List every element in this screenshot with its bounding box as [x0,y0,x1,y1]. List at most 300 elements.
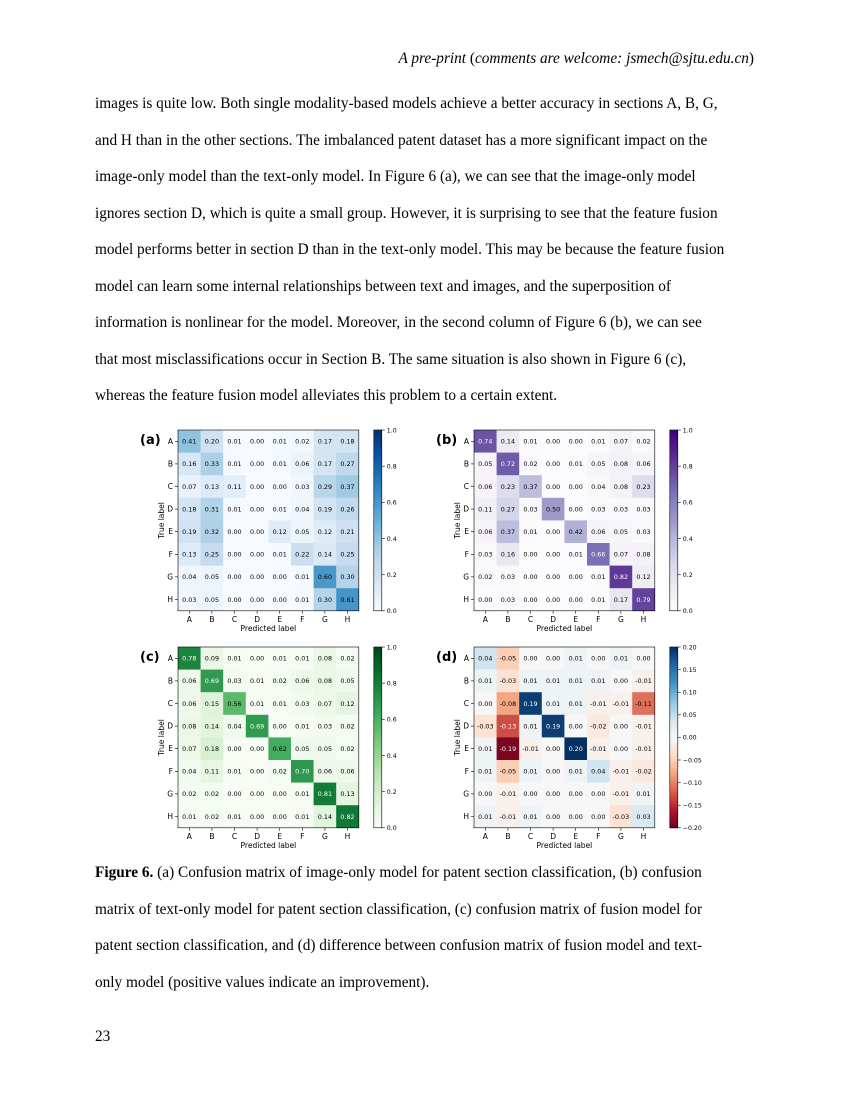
panel-b-x-tick-label: G [617,614,624,624]
panel-d-colorbar-segment [670,653,678,656]
paragraph-line: ignores section D, which is quite a small group. However, it is surprising to see that the feature fusion [95,204,718,222]
panel-d-colorbar-tick-label: 0.10 [682,689,697,697]
panel-b-colorbar-segment [670,472,678,475]
panel-c-cell-value: 0.01 [272,699,287,708]
panel-a-x-tick-label: A [186,614,192,624]
panel-c-colorbar-segment [374,743,382,746]
panel-c-cell-value: 0.14 [204,722,220,731]
panel-a-colorbar-segment [374,578,382,581]
panel-b-colorbar-tick-label: 0.2 [682,571,693,579]
panel-a-colorbar-segment [374,602,382,605]
panel-b-colorbar-tick-label: 0.6 [682,499,693,507]
panel-b-cell-value: 0.23 [636,482,651,491]
panel-c-colorbar-segment [374,758,382,761]
panel-c-cell-value: 0.02 [204,812,220,821]
panel-c-cell-value: 0.04 [227,722,242,731]
panel-a-colorbar-segment [374,430,382,433]
panel-c-cell-value: 0.01 [295,654,310,663]
panel-d-cell-value: -0.05 [499,654,517,663]
panel-d-colorbar-segment [670,749,678,752]
panel-a-colorbar-segment [374,478,382,481]
panel-a-x-tick-label: C [231,614,238,624]
panel-c-cell-value: 0.00 [272,812,287,821]
panel-c-colorbar-segment [374,798,382,801]
panel-c-colorbar-segment [374,771,382,774]
figure-caption [95,862,760,1008]
panel-c-x-tick-label: F [300,831,305,841]
panel-c-x-tick-label: G [321,831,328,841]
panel-d-cell-value: 0.01 [478,812,493,821]
panel-b-cell-value: 0.07 [613,437,629,446]
panel-c-colorbar-segment [374,768,382,771]
panel-c-colorbar-segment [374,701,382,704]
panel-a-colorbar-segment [374,448,382,451]
panel-c-cell-value: 0.00 [227,790,242,799]
panel-c-colorbar-segment [374,813,382,816]
panel-a-cell-value: 0.21 [340,528,355,536]
panel-b-colorbar-tick-label: 0.4 [682,535,693,543]
panel-b-colorbar-segment [670,475,678,478]
panel-d-colorbar-segment [670,743,678,746]
panel-c-cell-value: 0.01 [227,654,242,663]
panel-c-cell-value: 0.06 [340,767,355,776]
panel-b-y-tick-label: E [464,527,469,537]
panel-d-colorbar-segment [670,768,678,771]
panel-c-cell-value: 0.00 [272,722,287,731]
panel-b-colorbar-segment [670,584,678,587]
panel-b-cell-value: 0.01 [523,437,538,446]
panel-b-cell-value: 0.06 [478,528,493,536]
panel-c-cell-value: 0.01 [182,812,197,821]
panel-c-colorbar-segment [374,755,382,758]
panel-b-x-tick-label: C [527,614,534,624]
panel-a-cell-value: 0.61 [340,595,355,604]
panel-a-cell-value: 0.03 [295,482,310,491]
panel-c-colorbar-segment [374,816,382,819]
panel-d-cell-value: 0.00 [591,812,606,821]
caption-line [95,862,760,899]
panel-d-cell-value: 0.01 [523,767,538,776]
panel-b-x-tick-label: H [640,614,647,624]
panel-a-cell-value: 0.13 [204,482,220,491]
panel-a-colorbar-segment [374,587,382,590]
panel-b-colorbar-segment [670,587,678,590]
panel-a-cell-value: 0.32 [204,528,220,536]
panel-d-cell-value: 0.19 [545,722,561,731]
panel-a-colorbar-segment [374,520,382,523]
panel-d-colorbar-segment [670,762,678,765]
panel-d-colorbar-segment [670,774,678,777]
panel-a-cell-value: 0.06 [295,460,310,469]
panel-a-colorbar-segment [374,511,382,514]
panel-b-cell-value: 0.66 [591,550,606,559]
panel-d-colorbar-segment [670,780,678,783]
panel-d-y-tick-label: A [463,653,469,663]
panel-c-colorbar-segment [374,674,382,677]
panel-d-x-tick-label: G [617,831,624,841]
panel-d-colorbar-segment [670,758,678,761]
panel-c-cell-value: 0.01 [295,812,310,821]
panel-a-cell-value: 0.00 [249,482,265,491]
panel-c-colorbar-segment [374,725,382,728]
panel-d-colorbar-segment [670,707,678,710]
panel-d-cell-value: -0.01 [635,722,652,731]
panel-c-cell-value: 0.05 [340,677,355,686]
panel-c-colorbar-segment [374,719,382,722]
panel-a-cell-value: 0.19 [317,505,333,514]
panel-d-cell-value: -0.03 [477,722,494,731]
panel-b-cell-value: 0.03 [523,505,538,514]
panel-a-colorbar-segment [374,535,382,538]
panel-b-cell-value: 0.03 [591,505,606,514]
panel-d-colorbar-segment [670,771,678,774]
panel-a-cell-value: 0.33 [204,460,220,469]
panel-d-colorbar-segment [670,650,678,653]
panel-a-colorbar-segment [374,557,382,560]
panel-b-cell-value: 0.00 [523,595,538,604]
panel-d-colorbar-segment [670,689,678,692]
panel-c-colorbar-segment [374,707,382,710]
panel-d-cell-value: 0.01 [523,677,538,686]
panel-c-cell-value: 0.03 [295,699,310,708]
panel-a-colorbar-segment [374,442,382,445]
paragraph-line: whereas the feature fusion model alleviates this problem to a certain extent. [95,387,558,404]
panel-b-cell-value: 0.01 [591,595,606,604]
panel-d-colorbar-segment [670,792,678,795]
caption-first-line: (a) Confusion matrix of image-only model for patent section classification, (b) confusion [153,864,702,881]
panel-d-colorbar-segment [670,816,678,819]
panel-c-cell-value: 0.11 [204,767,220,776]
panel-c-cell-value: 0.01 [295,790,310,799]
panel-b-cell-value: 0.00 [545,437,561,446]
panel-a-colorbar-segment [374,541,382,544]
panel-a-cell-value: 0.01 [272,460,287,469]
panel-a-colorbar-tick-label: 0.4 [386,535,397,543]
panel-d-colorbar-segment [670,656,678,659]
panel-a-colorbar-segment [374,581,382,584]
panel-d-cell-value: -0.03 [499,677,517,686]
panel-b-cell-value: 0.00 [545,573,561,582]
page-number: 23 [95,1028,111,1045]
panel-a-colorbar-segment [374,436,382,439]
panel-b-x-tick-label: E [573,614,579,624]
panel-b-colorbar-segment [670,532,678,535]
panel-d-cell-value: -0.08 [499,699,517,708]
panel-b-colorbar-segment [670,590,678,593]
panel-c-colorbar-segment [374,653,382,656]
panel-d-cell-value: 0.01 [545,699,561,708]
panel-c-colorbar-segment [374,801,382,804]
panel-d-colorbar-segment [670,728,678,731]
panel-a-cell-value: 0.00 [272,595,287,604]
panel-a-cell-value: 0.01 [227,460,242,469]
panel-a-colorbar-segment [374,605,382,608]
panel-c-cell-value: 0.69 [249,722,265,731]
panel-c-colorbar-segment [374,734,382,737]
panel-c-y-tick-label: E [168,744,173,754]
panel-c-x-tick-label: B [209,831,215,841]
panel-d-colorbar-segment [670,713,678,716]
panel-b-colorbar-segment [670,481,678,484]
panel-a-colorbar-segment [374,460,382,463]
panel-c-y-tick-label: C [167,699,173,708]
panel-c-y-tick-label: F [168,766,173,776]
panel-a-cell-value: 0.07 [182,482,197,491]
panel-a-cell-value: 0.05 [204,573,220,582]
panel-d-x-tick-label: C [527,831,534,841]
panel-a-colorbar-segment [374,596,382,599]
panel-b-colorbar-tick-label: 1.0 [682,427,693,435]
panel-c-cell-value: 0.02 [182,790,197,799]
panel-c-cell-value: 0.03 [317,722,333,731]
panel-a-y-tick-label: H [167,595,173,604]
panel-d-y-tick-label: D [463,721,469,731]
panel-d-cell-value: 0.19 [523,699,538,708]
panel-c-cell-value: 0.01 [295,722,310,731]
panel-c-x-tick-label: C [231,831,238,841]
panel-d-colorbar-segment [670,677,678,680]
panel-a-cell-value: 0.01 [295,595,310,604]
panel-b-colorbar-segment [670,523,678,526]
panel-b-colorbar-segment [670,593,678,596]
panel-c-colorbar-segment [374,807,382,810]
paragraph-line: information is nonlinear for the model. Moreover, in the second column of Figure 6 (b), we can see [95,314,702,331]
panel-c-colorbar-segment [374,731,382,734]
panel-a-cell-value: 0.26 [340,505,355,514]
panel-b-y-tick-label: G [463,572,469,582]
panel-d-cell-value: 0.00 [591,654,606,663]
panel-a-cell-value: 0.01 [272,505,287,514]
panel-b-cell-value: 0.23 [500,482,516,491]
panel-a-cell-value: 0.00 [249,460,265,469]
panel-d-cell-value: -0.13 [499,722,517,731]
panel-b-cell-value: 0.08 [636,550,651,559]
panel-c-colorbar-segment [374,783,382,786]
panel-b-cell-value: 0.02 [478,573,493,582]
panel-b-colorbar-segment [670,541,678,544]
panel-d-colorbar-tick-label: 0.05 [682,712,697,720]
panel-d-colorbar-segment [670,777,678,780]
panel-b-colorbar-segment [670,451,678,454]
panel-a-y-tick-label: E [168,527,173,537]
panel-a-colorbar-segment [374,554,382,557]
panel-b-cell-value: 0.02 [523,460,538,469]
panel-d-cell-value: -0.01 [499,790,517,799]
panel-b-colorbar-segment [670,466,678,469]
panel-c-x-tick-label: H [344,831,351,841]
panel-a-cell-value: 0.02 [295,437,310,446]
panel-d-colorbar-segment [670,686,678,689]
panel-c-cell-value: 0.08 [182,722,197,731]
panel-d-y-tick-label: E [464,744,469,754]
panel-b-cell-value: 0.06 [591,528,606,536]
panel-a-cell-value: 0.00 [249,550,265,559]
panel-b-colorbar-segment [670,496,678,499]
panel-c-colorbar-tick-label: 0.4 [386,752,397,760]
panel-d-colorbar-segment [670,725,678,728]
panel-a-colorbar-tick-label: 0.2 [386,571,397,579]
panel-b-colorbar-segment [670,439,678,442]
panel-c-colorbar-tick-label: 0.2 [386,788,397,796]
panel-d-colorbar-segment [670,698,678,701]
panel-b-x-tick-label: A [482,614,488,624]
panel-a-colorbar-segment [374,566,382,569]
panel-d-cell-value: -0.01 [612,699,630,708]
panel-c-cell-value: 0.15 [204,699,220,708]
panel-c-cell-value: 0.69 [204,677,220,686]
caption-label: Figure 6. [95,864,154,881]
panel-a-cell-value: 0.17 [317,460,333,469]
panel-b-cell-value: 0.08 [613,460,629,469]
panel-b-colorbar-segment [670,517,678,520]
panel-d-colorbar-segment [670,680,678,683]
panel-a-colorbar-segment [374,502,382,505]
panel-c-cell-value: 0.02 [340,745,355,753]
panel-c-y-tick-label: H [167,812,173,821]
panel-d-colorbar-tick-label: 0.00 [682,734,697,742]
panel-d-y-tick-label: G [463,789,469,799]
panel-b-y-tick-label: B [463,459,469,469]
panel-c-colorbar-segment [374,713,382,716]
panel-d-cell-value: 0.00 [478,699,493,708]
panel-b-colorbar-segment [670,433,678,436]
panel-c-colorbar-segment [374,749,382,752]
panel-a-colorbar-segment [374,481,382,484]
panel-a-cell-value: 0.01 [272,437,287,446]
panel-b-cell-value: 0.00 [545,550,561,559]
panel-c-colorbar-segment [374,819,382,822]
panel-a-cell-value: 0.00 [249,595,265,604]
panel-c-cell-value: 0.08 [317,654,333,663]
panel-a-colorbar-segment [374,590,382,593]
panel-b-cell-value: 0.00 [568,573,583,582]
panel-c-colorbar-tick-label: 0.8 [386,680,397,688]
panel-b-colorbar-segment [670,557,678,560]
panel-b-x-tick-label: B [505,614,511,624]
panel-d-y-tick-label: F [464,766,469,776]
panel-a-x-tick-label: F [300,614,305,624]
panel-c-cell-value: 0.02 [340,722,355,731]
panel-a-colorbar-segment [374,451,382,454]
panel-c-colorbar-segment [374,752,382,755]
panel-d-colorbar-segment [670,813,678,816]
panel-c-label: (c) [140,650,160,665]
panel-b-colorbar-segment [670,463,678,466]
panel-c-colorbar-segment [374,789,382,792]
panel-c-colorbar-segment [374,647,382,650]
panel-b-cell-value: 0.05 [478,460,493,469]
panel-d-colorbar-segment [670,801,678,804]
panel-b-cell-value: 0.00 [523,573,538,582]
panel-d-cell-value: -0.01 [635,745,652,753]
panel-a-colorbar-segment [374,584,382,587]
panel-b-cell-value: 0.42 [568,528,583,536]
panel-a-x-tick-label: H [344,614,351,624]
panel-d-cell-value: 0.01 [545,677,561,686]
panel-b-cell-value: 0.00 [568,595,583,604]
panel-d-colorbar-segment [670,731,678,734]
panel-c-colorbar-segment [374,650,382,653]
panel-b-cell-value: 0.00 [568,505,583,514]
panel-d-cell-value: 0.00 [613,677,629,686]
panel-a-cell-value: 0.00 [227,595,242,604]
panel-a-colorbar-segment [374,575,382,578]
panel-b-cell-value: 0.16 [500,550,516,559]
panel-c-cell-value: 0.01 [227,812,242,821]
panel-a-colorbar-segment [374,484,382,487]
paragraph-line: model performs better in section D than in the text-only model. This may be because the feature fusion [95,241,725,258]
panel-d-colorbar-segment [670,734,678,737]
panel-d-cell-value: -0.01 [590,699,607,708]
panel-b-colorbar-segment [670,505,678,508]
panel-a-colorbar-segment [374,572,382,575]
panel-d-cell-value: 0.01 [591,677,606,686]
panel-a-colorbar-segment [374,439,382,442]
panel-b-cell-value: 0.05 [613,528,629,536]
panel-a-y-tick-label: B [167,459,173,469]
panel-d-cell-value: 0.00 [613,722,629,731]
panel-a-colorbar-segment [374,499,382,502]
panel-c-colorbar-tick-label: 0.0 [386,825,397,833]
panel-c-colorbar-segment [374,792,382,795]
panel-c-cell-value: 0.05 [317,745,333,753]
panel-d-cell-value: 0.00 [523,790,538,799]
panel-d-cell-value: -0.19 [499,745,517,753]
panel-d-colorbar-segment [670,692,678,695]
panel-c-cell-value: 0.01 [249,699,265,708]
panel-d-colorbar-tick-label: 0.15 [682,666,697,674]
panel-b-cell-value: 0.00 [568,482,583,491]
panel-c-colorbar-segment [374,737,382,740]
panel-b-x-axis-title: Predicted label [536,623,593,633]
panel-b-cell-value: 0.06 [636,460,651,469]
panel-c-colorbar-segment [374,728,382,731]
panel-b-cell-value: 0.03 [613,505,629,514]
panel-d-colorbar-segment [670,798,678,801]
panel-b-colorbar-segment [670,457,678,460]
panel-b-cell-value: 0.00 [478,595,493,604]
panel-a-cell-value: 0.00 [249,528,265,536]
panel-b-cell-value: 0.06 [478,482,493,491]
panel-c-cell-value: 0.00 [272,790,287,799]
panel-a-cell-value: 0.05 [204,595,220,604]
panel-a-y-tick-label: F [168,549,173,559]
panel-a-cell-value: 0.37 [340,482,355,491]
panel-b-colorbar-segment [670,487,678,490]
panel-b-cell-value: 0.00 [545,482,561,491]
panel-c-colorbar-segment [374,762,382,765]
paragraph-line: that most misclassifications occur in Section B. The same situation is also shown in Figure 6 (c), [95,350,687,368]
panel-b-colorbar-segment [670,602,678,605]
panel-d-colorbar-tick-label: −0.05 [682,757,702,765]
panel-b-colorbar-segment [670,572,678,575]
panel-c-cell-value: 0.05 [295,745,310,753]
panel-a-cell-value: 0.31 [204,505,220,514]
panel-c-x-tick-label: E [277,831,283,841]
panel-c-cell-value: 0.18 [204,745,220,753]
panel-c-cell-value: 0.01 [249,677,265,686]
panel-c-colorbar-segment [374,683,382,686]
panel-a-y-tick-label: C [167,482,173,491]
panel-a-cell-value: 0.12 [272,528,287,536]
panel-b-cell-value: 0.03 [636,528,651,536]
panel-d-colorbar-segment [670,755,678,758]
panel-c-cell-value: 0.07 [182,745,197,753]
panel-d-colorbar-segment [670,695,678,698]
panel-b-cell-value: 0.02 [636,437,651,446]
panel-b-cell-value: 0.03 [500,573,516,582]
panel-d-cell-value: 0.00 [568,812,583,821]
